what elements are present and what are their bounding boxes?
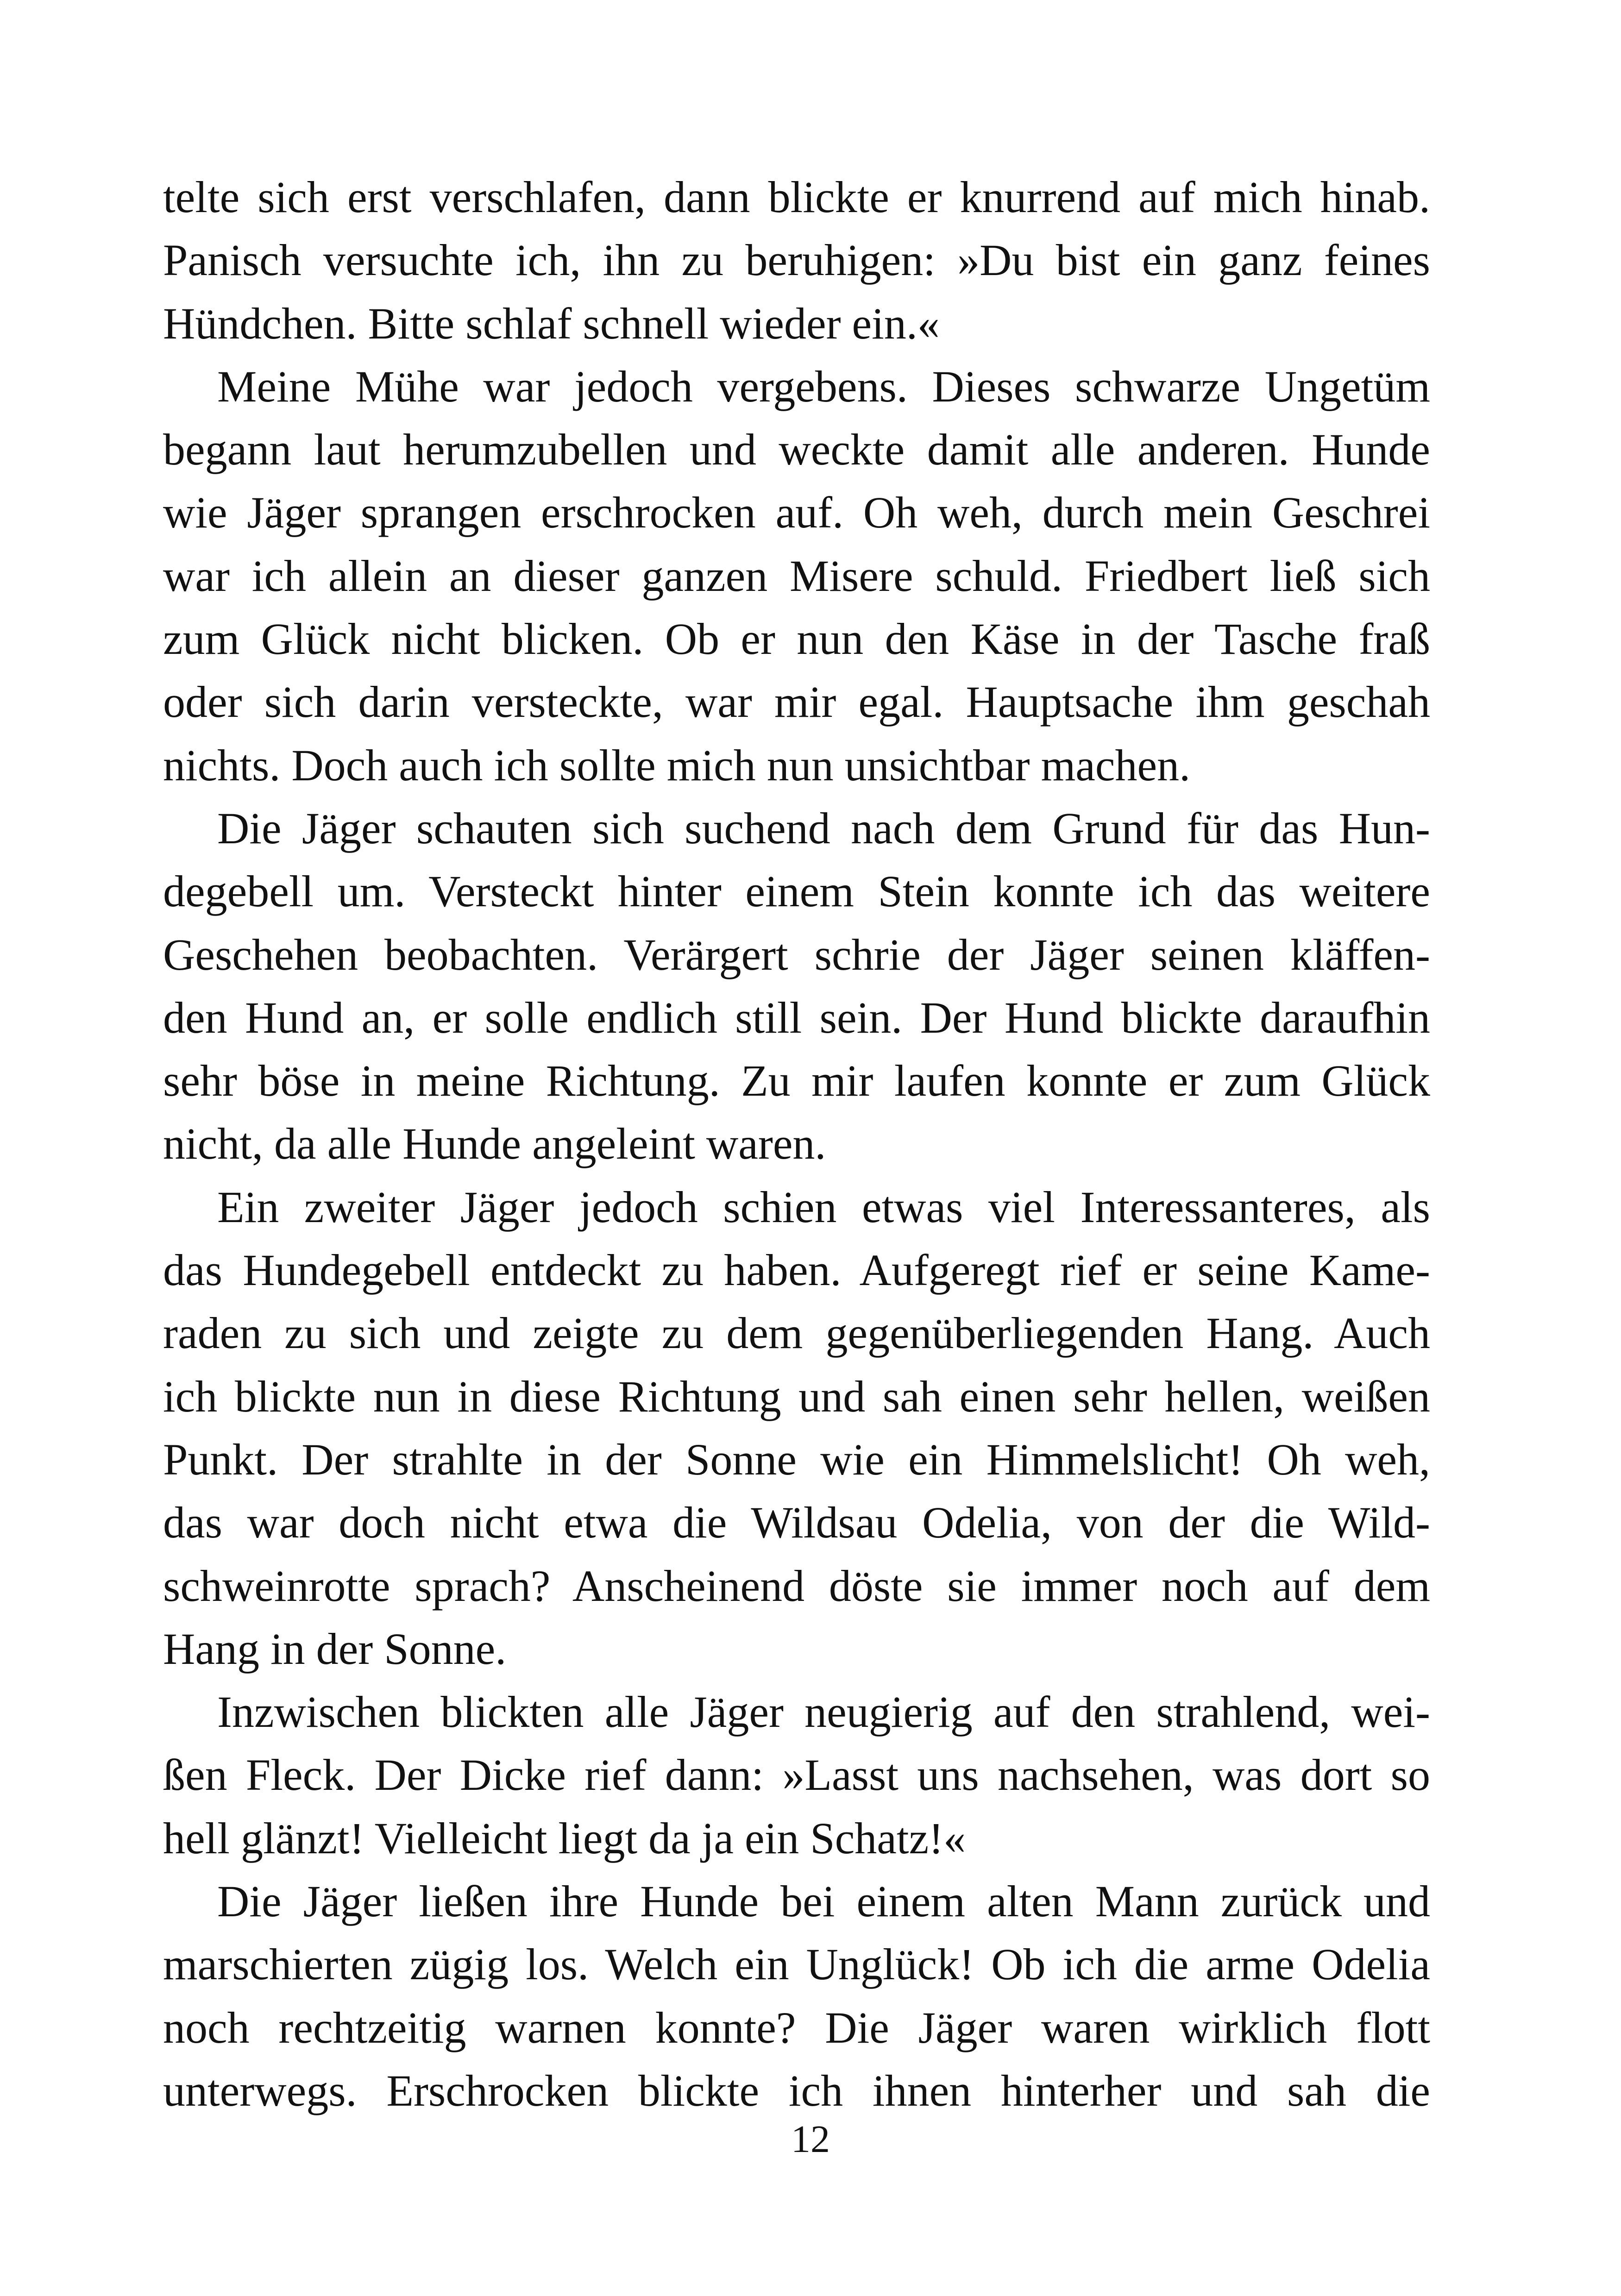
text-line: Die Jäger schauten sich suchend nach dem Grund für das Hun-	[217, 803, 1430, 853]
text-line: Ein zweiter Jäger jedoch schien etwas viel Interessanteres, als	[217, 1182, 1430, 1232]
text-line: nicht, da alle Hunde angeleint waren.	[163, 1119, 826, 1169]
text-line: Punkt. Der strahlte in der Sonne wie ein Himmelslicht! Oh weh,	[163, 1434, 1430, 1484]
text-line: sehr böse in meine Richtung. Zu mir laufen konnte er zum Glück	[163, 1056, 1430, 1106]
text-line: das Hundegebell entdeckt zu haben. Aufgeregt rief er seine Kame-	[163, 1245, 1430, 1295]
text-line: wie Jäger sprangen erschrocken auf. Oh weh, durch mein Geschrei	[163, 488, 1430, 538]
text-line: nichts. Doch auch ich sollte mich nun unsichtbar machen.	[163, 740, 1191, 790]
text-line: hell glänzt! Vielleicht liegt da ja ein Schatz!«	[163, 1813, 966, 1863]
text-line: Die Jäger ließen ihre Hunde bei einem alten Mann zurück und	[217, 1876, 1430, 1926]
text-line: ich blickte nun in diese Richtung und sah einen sehr hellen, weißen	[163, 1371, 1430, 1421]
text-line: Hang in der Sonne.	[163, 1624, 507, 1674]
text-line: noch rechtzeitig warnen konnte? Die Jäger waren wirklich flott	[163, 2002, 1430, 2052]
text-line: zum Glück nicht blicken. Ob er nun den Käse in der Tasche fraß	[163, 614, 1430, 664]
text-line: Meine Mühe war jedoch vergebens. Dieses schwarze Ungetüm	[217, 361, 1430, 411]
text-line: Panisch versuchte ich, ihn zu beruhigen: »Du bist ein ganz feines	[163, 235, 1430, 285]
text-line: schweinrotte sprach? Anscheinend döste sie immer noch auf dem	[163, 1561, 1430, 1611]
body-text	[163, 166, 1430, 2122]
text-line: ßen Fleck. Der Dicke rief dann: »Lasst uns nachsehen, was dort so	[163, 1750, 1430, 1800]
text-line: den Hund an, er solle endlich still sein. Der Hund blickte daraufhin	[163, 992, 1430, 1042]
page-number: 12	[791, 2118, 830, 2161]
text-line: telte sich erst verschlafen, dann blickte er knurrend auf mich hinab.	[163, 172, 1430, 222]
text-line: das war doch nicht etwa die Wildsau Odelia, von der die Wild-	[163, 1498, 1430, 1548]
text-line: unterwegs. Erschrocken blickte ich ihnen hinterher und sah die	[163, 2065, 1430, 2115]
text-line: Geschehen beobachten. Verärgert schrie der Jäger seinen kläffen-	[163, 929, 1430, 979]
text-line: Hündchen. Bitte schlaf schnell wieder ein.«	[163, 298, 940, 348]
text-line: oder sich darin versteckte, war mir egal. Hauptsache ihm geschah	[163, 677, 1430, 727]
text-line: marschierten zügig los. Welch ein Unglück! Ob ich die arme Odelia	[163, 1939, 1430, 1989]
text-line: raden zu sich und zeigte zu dem gegenüberliegenden Hang. Auch	[163, 1308, 1430, 1358]
text-line: Inzwischen blickten alle Jäger neugierig auf den strahlend, wei-	[217, 1687, 1430, 1737]
text-line: begann laut herumzubellen und weckte damit alle anderen. Hunde	[163, 425, 1430, 475]
text-line: war ich allein an dieser ganzen Misere schuld. Friedbert ließ sich	[163, 551, 1430, 601]
text-line: degebell um. Versteckt hinter einem Stein konnte ich das weitere	[163, 866, 1430, 916]
